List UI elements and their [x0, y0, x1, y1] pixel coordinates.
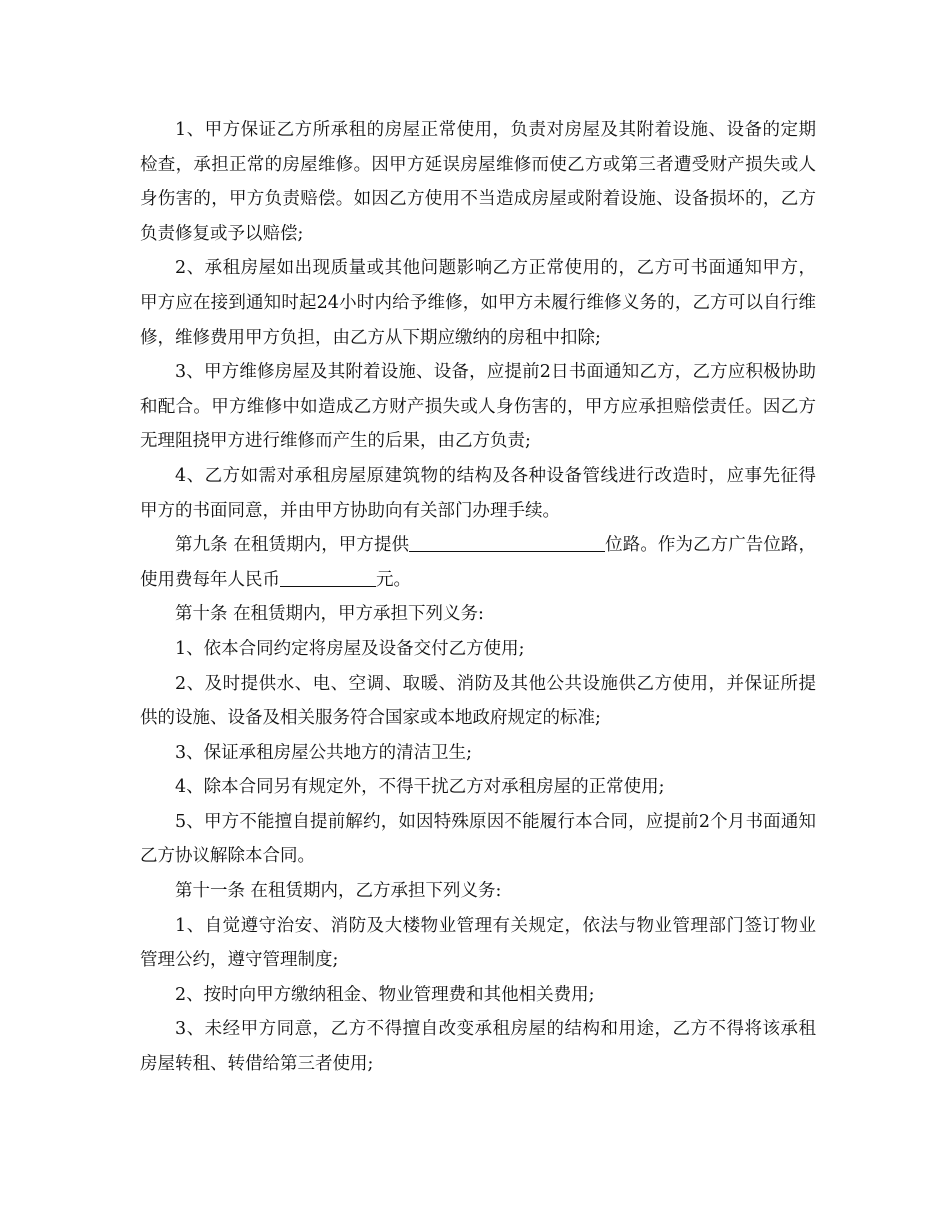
- article-9-text-3: 元。: [376, 569, 411, 590]
- paragraph-tenant-modification: 4、乙方如需对承租房屋原建筑物的结构及各种设备管线进行改造时，应事先征得甲方的书面同意，并由甲方协助向有关部门办理手续。: [140, 465, 816, 521]
- article-11-heading: 第十一条 在租赁期内，乙方承担下列义务:: [175, 881, 502, 902]
- article-11-item: 1、自觉遵守治安、消防及大楼物业管理有关规定，依法与物业管理部门签订物业管理公约，遵守管理制度;: [140, 915, 816, 971]
- fill-blank-fee: [280, 566, 376, 587]
- article-10-heading: 第十条 在租赁期内，甲方承担下列义务:: [175, 604, 484, 625]
- paragraph-repair-notice: 2、承租房屋如出现质量或其他问题影响乙方正常使用的，乙方可书面通知甲方，甲方应在接到通知时起24小时内给予维修，如甲方未履行维修义务的，乙方可以自行维修，维修费用甲方负担，由乙方从下期应缴纳的房租中扣除;: [140, 258, 816, 348]
- article-11-item: 2、按时向甲方缴纳租金、物业管理费和其他相关费用;: [175, 984, 595, 1005]
- article-10-item: 3、保证承租房屋公共地方的清洁卫生;: [175, 742, 473, 763]
- paragraph-repair-advance-notice: 3、甲方维修房屋及其附着设施、设备，应提前2日书面通知乙方，乙方应积极协助和配合。甲方维修中如造成乙方财产损失或人身伤害的，甲方应承担赔偿责任。因乙方无理阻挠甲方进行维修而产生的后果，由乙方负责;: [140, 362, 816, 452]
- paragraph-landlord-maintenance: 1、甲方保证乙方所承租的房屋正常使用，负责对房屋及其附着设施、设备的定期检查，承担正常的房屋维修。因甲方延误房屋维修而使乙方或第三者遭受财产损失或人身伤害的，甲方负责赔偿。如因乙方使用不当造成房屋或附着设施、设备损坏的，乙方负责修复或予以赔偿;: [140, 120, 816, 244]
- article-10-item: 2、及时提供水、电、空调、取暖、消防及其他公共设施供乙方使用，并保证所提供的设施、设备及相关服务符合国家或本地政府规定的标准;: [140, 673, 816, 729]
- article-10-item: 1、依本合同约定将房屋及设备交付乙方使用;: [175, 638, 525, 659]
- article-11-item: 3、未经甲方同意，乙方不得擅自改变承租房屋的结构和用途，乙方不得将该承租房屋转租、转借给第三者使用;: [140, 1019, 816, 1075]
- document-body: [140, 113, 816, 1082]
- article-10-item: 4、除本合同另有规定外，不得干扰乙方对承租房屋的正常使用;: [175, 777, 665, 798]
- fill-blank-location: [409, 531, 605, 552]
- article-9-text-1: 第九条 在租赁期内，甲方提供: [175, 535, 410, 556]
- article-9: [140, 528, 816, 597]
- article-9-text-2: 位路。作为乙方广告位路，使用费每年人民币: [140, 535, 817, 590]
- article-10-item: 5、甲方不能擅自提前解约，如因特殊原因不能履行本合同，应提前2个月书面通知乙方协议解除本合同。: [140, 811, 816, 867]
